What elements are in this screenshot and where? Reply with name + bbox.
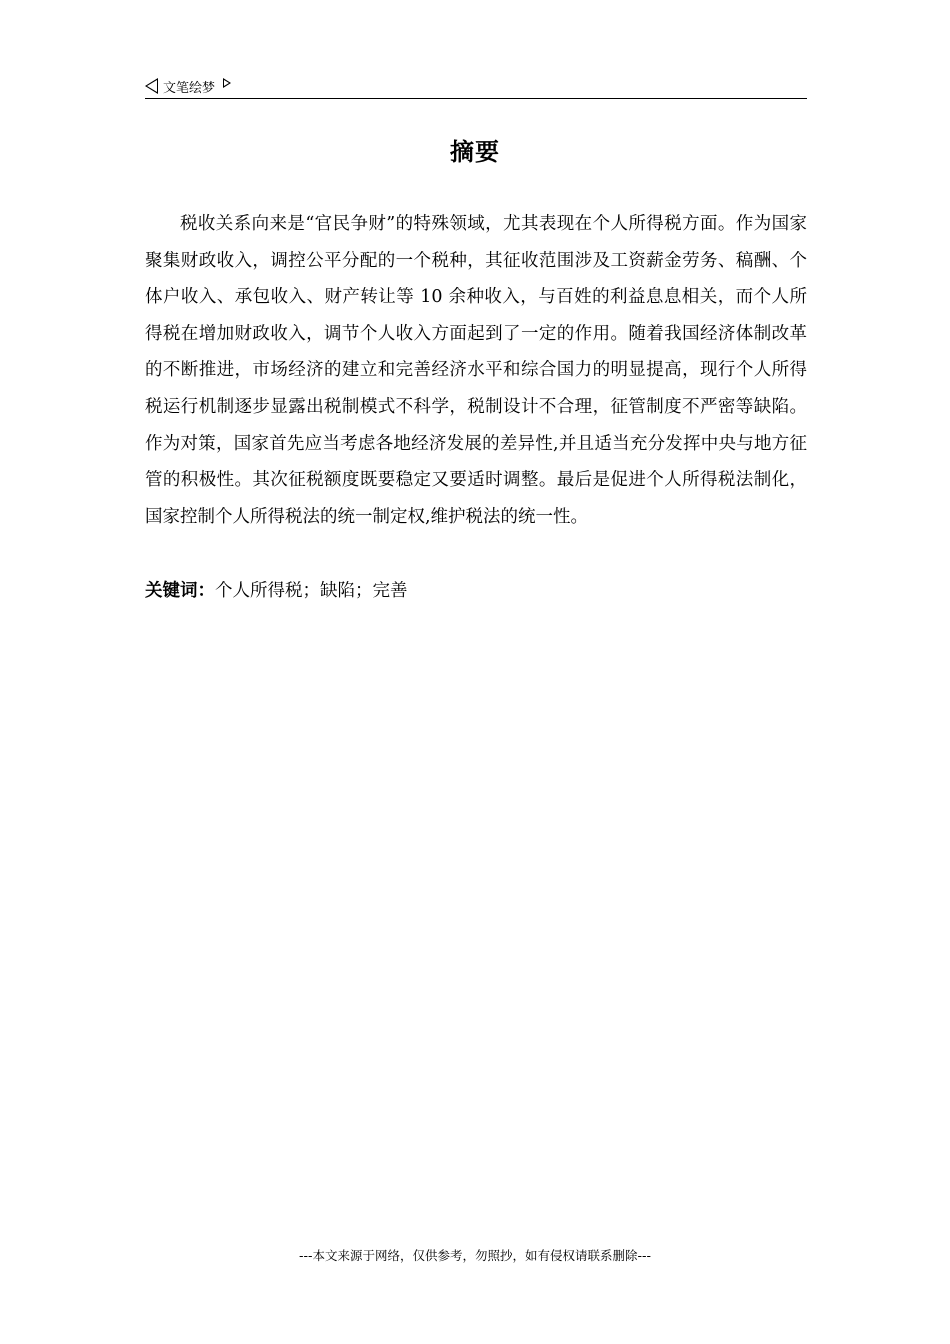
keywords-label: 关键词： — [145, 581, 215, 601]
triangle-left-icon — [145, 78, 158, 94]
page-header — [145, 74, 807, 99]
keywords-value: 个人所得税；缺陷；完善 — [215, 581, 408, 601]
header-brand: 文笔绘梦 — [163, 80, 216, 96]
page-title: 摘要 — [450, 138, 500, 166]
page-footer: ---本文来源于网络，仅供参考，勿照抄，如有侵权请联系删除--- — [298, 1248, 652, 1263]
triangle-right-icon — [223, 78, 231, 88]
abstract-paragraph: 税收关系向来是“官民争财”的特殊领域，尤其表现在个人所得税方面。作为国家聚集财政收入，调控公平分配的一个税种，其征收范围涉及工资薪金劳务、稿酬、个体户收入、承包收入、财产转让等 10 余种收入，与百姓的利益息息相关，而个人所得税在增加财政收入，调节个人收入方面起到了一定的作用。随着我国经济体制改革的不断推进，市场经济的建立和完善经济水平和综合国力的明显提高，现行个人所得税运行机制逐步显露出税制模式不科学，税制设计不合理，征管制度不严密等缺陷。作为对策，国家首先应当考虑各地经济发展的差异性,并且适当充分发挥中央与地方征管的积极性。其次征税额度既要稳定又要适时调整。最后是促进个人所得税法制化，国家控制个人所得税法的统一制定权,维护税法的统一性。 — [145, 214, 807, 527]
keywords-line — [145, 576, 807, 606]
